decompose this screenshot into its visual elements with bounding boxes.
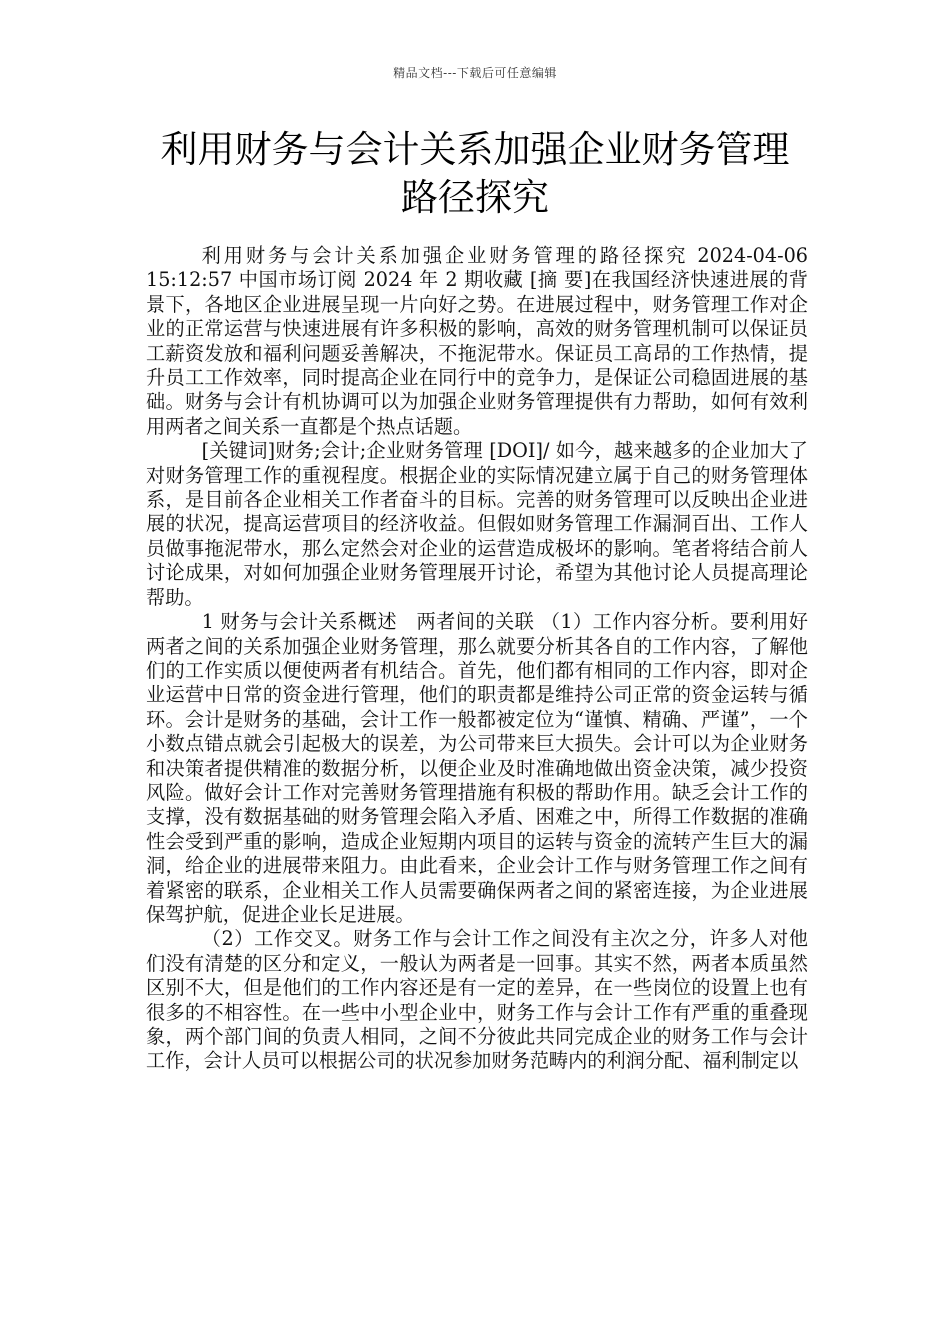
paragraph-section-1: 1 财务与会计关系概述 两者间的关联 （1）工作内容分析。要利用好两者之间的关系加强企业财务管理，那么就要分析其各自的工作内容，了解他们的工作实质以便使两者有机结合。首先，他们都有相同的工作内容，即对企业运营中日常的资金进行管理，他们的职责都是维持公司正常的资金运转与循环。会计是财务的基础，会计工作一般都被定位为“谨慎、精确、严谨”，一个小数点错点就会引起极大的误差，为公司带来巨大损失。会计可以为企业财务和决策者提供精准的数据分析，以便企业及时准确地做出资金决策，减少投资风险。做好会计工作对完善财务管理措施有积极的帮助作用。缺乏会计工作的支撑，没有数据基础的财务管理会陷入矛盾、困难之中，所得工作数据的准确性会受到严重的影响，造成企业短期内项目的运转与资金的流转产生巨大的漏洞，给企业的进展带来阻力。由此看来，企业会计工作与财务管理工作之间有着紧密的联系，企业相关工作人员需要确保两者之间的紧密连接，为企业进展保驾护航，促进企业长足进展。	[146, 610, 808, 926]
paragraph-work-overlap: （2）工作交叉。财务工作与会计工作之间没有主次之分，许多人对他们没有清楚的区分和定义，一般认为两者是一回事。其实不然，两者本质虽然区别不大，但是他们的工作内容还是有一定的差异，在一些岗位的设置上也有很多的不相容性。在一些中小型企业中，财务工作与会计工作有严重的重叠现象，两个部门间的负责人相同，之间不分彼此共同完成企业的财务工作与会计工作，会计人员可以根据公司的状况参加财务范畴内的利润分配、福利制定以	[146, 927, 808, 1073]
page-header: 精品文档---下载后可任意编辑	[393, 66, 557, 80]
paragraph-keywords: [关键词]财务;会计;企业财务管理 [DOI]/ 如今，越来越多的企业加大了对财务管理工作的重视程度。根据企业的实际情况建立属于自己的财务管理体系，是目前各企业相关工作者奋斗的目标。完善的财务管理可以反映出企业进展的状况，提高运营项目的经济收益。但假如财务管理工作漏洞百出、工作人员做事拖泥带水，那么定然会对企业的运营造成极坏的影响。笔者将结合前人讨论成果，对如何加强企业财务管理展开讨论，希望为其他讨论人员提高理论帮助。	[146, 439, 808, 609]
document-title: 利用财务与会计关系加强企业财务管理路径探究	[160, 128, 790, 219]
paragraph-abstract: 利用财务与会计关系加强企业财务管理的路径探究 2024-04-06 15:12:57 中国市场订阅 2024 年 2 期收藏 [摘 要]在我国经济快速进展的背景下，各地区企业进展呈现一片向好之势。在进展过程中，财务管理工作对企业的正常运营与快速进展有许多积极的影响，高效的财务管理机制可以保证员工薪资发放和福利问题妥善解决，不拖泥带水。保证员工高昂的工作热情，提升员工工作效率，同时提高企业在同行中的竞争力，是保证公司稳固进展的基础。财务与会计有机协调可以为加强企业财务管理提供有力帮助，如何有效利用两者之间关系一直都是个热点话题。	[146, 244, 808, 438]
document-body	[146, 244, 808, 1074]
